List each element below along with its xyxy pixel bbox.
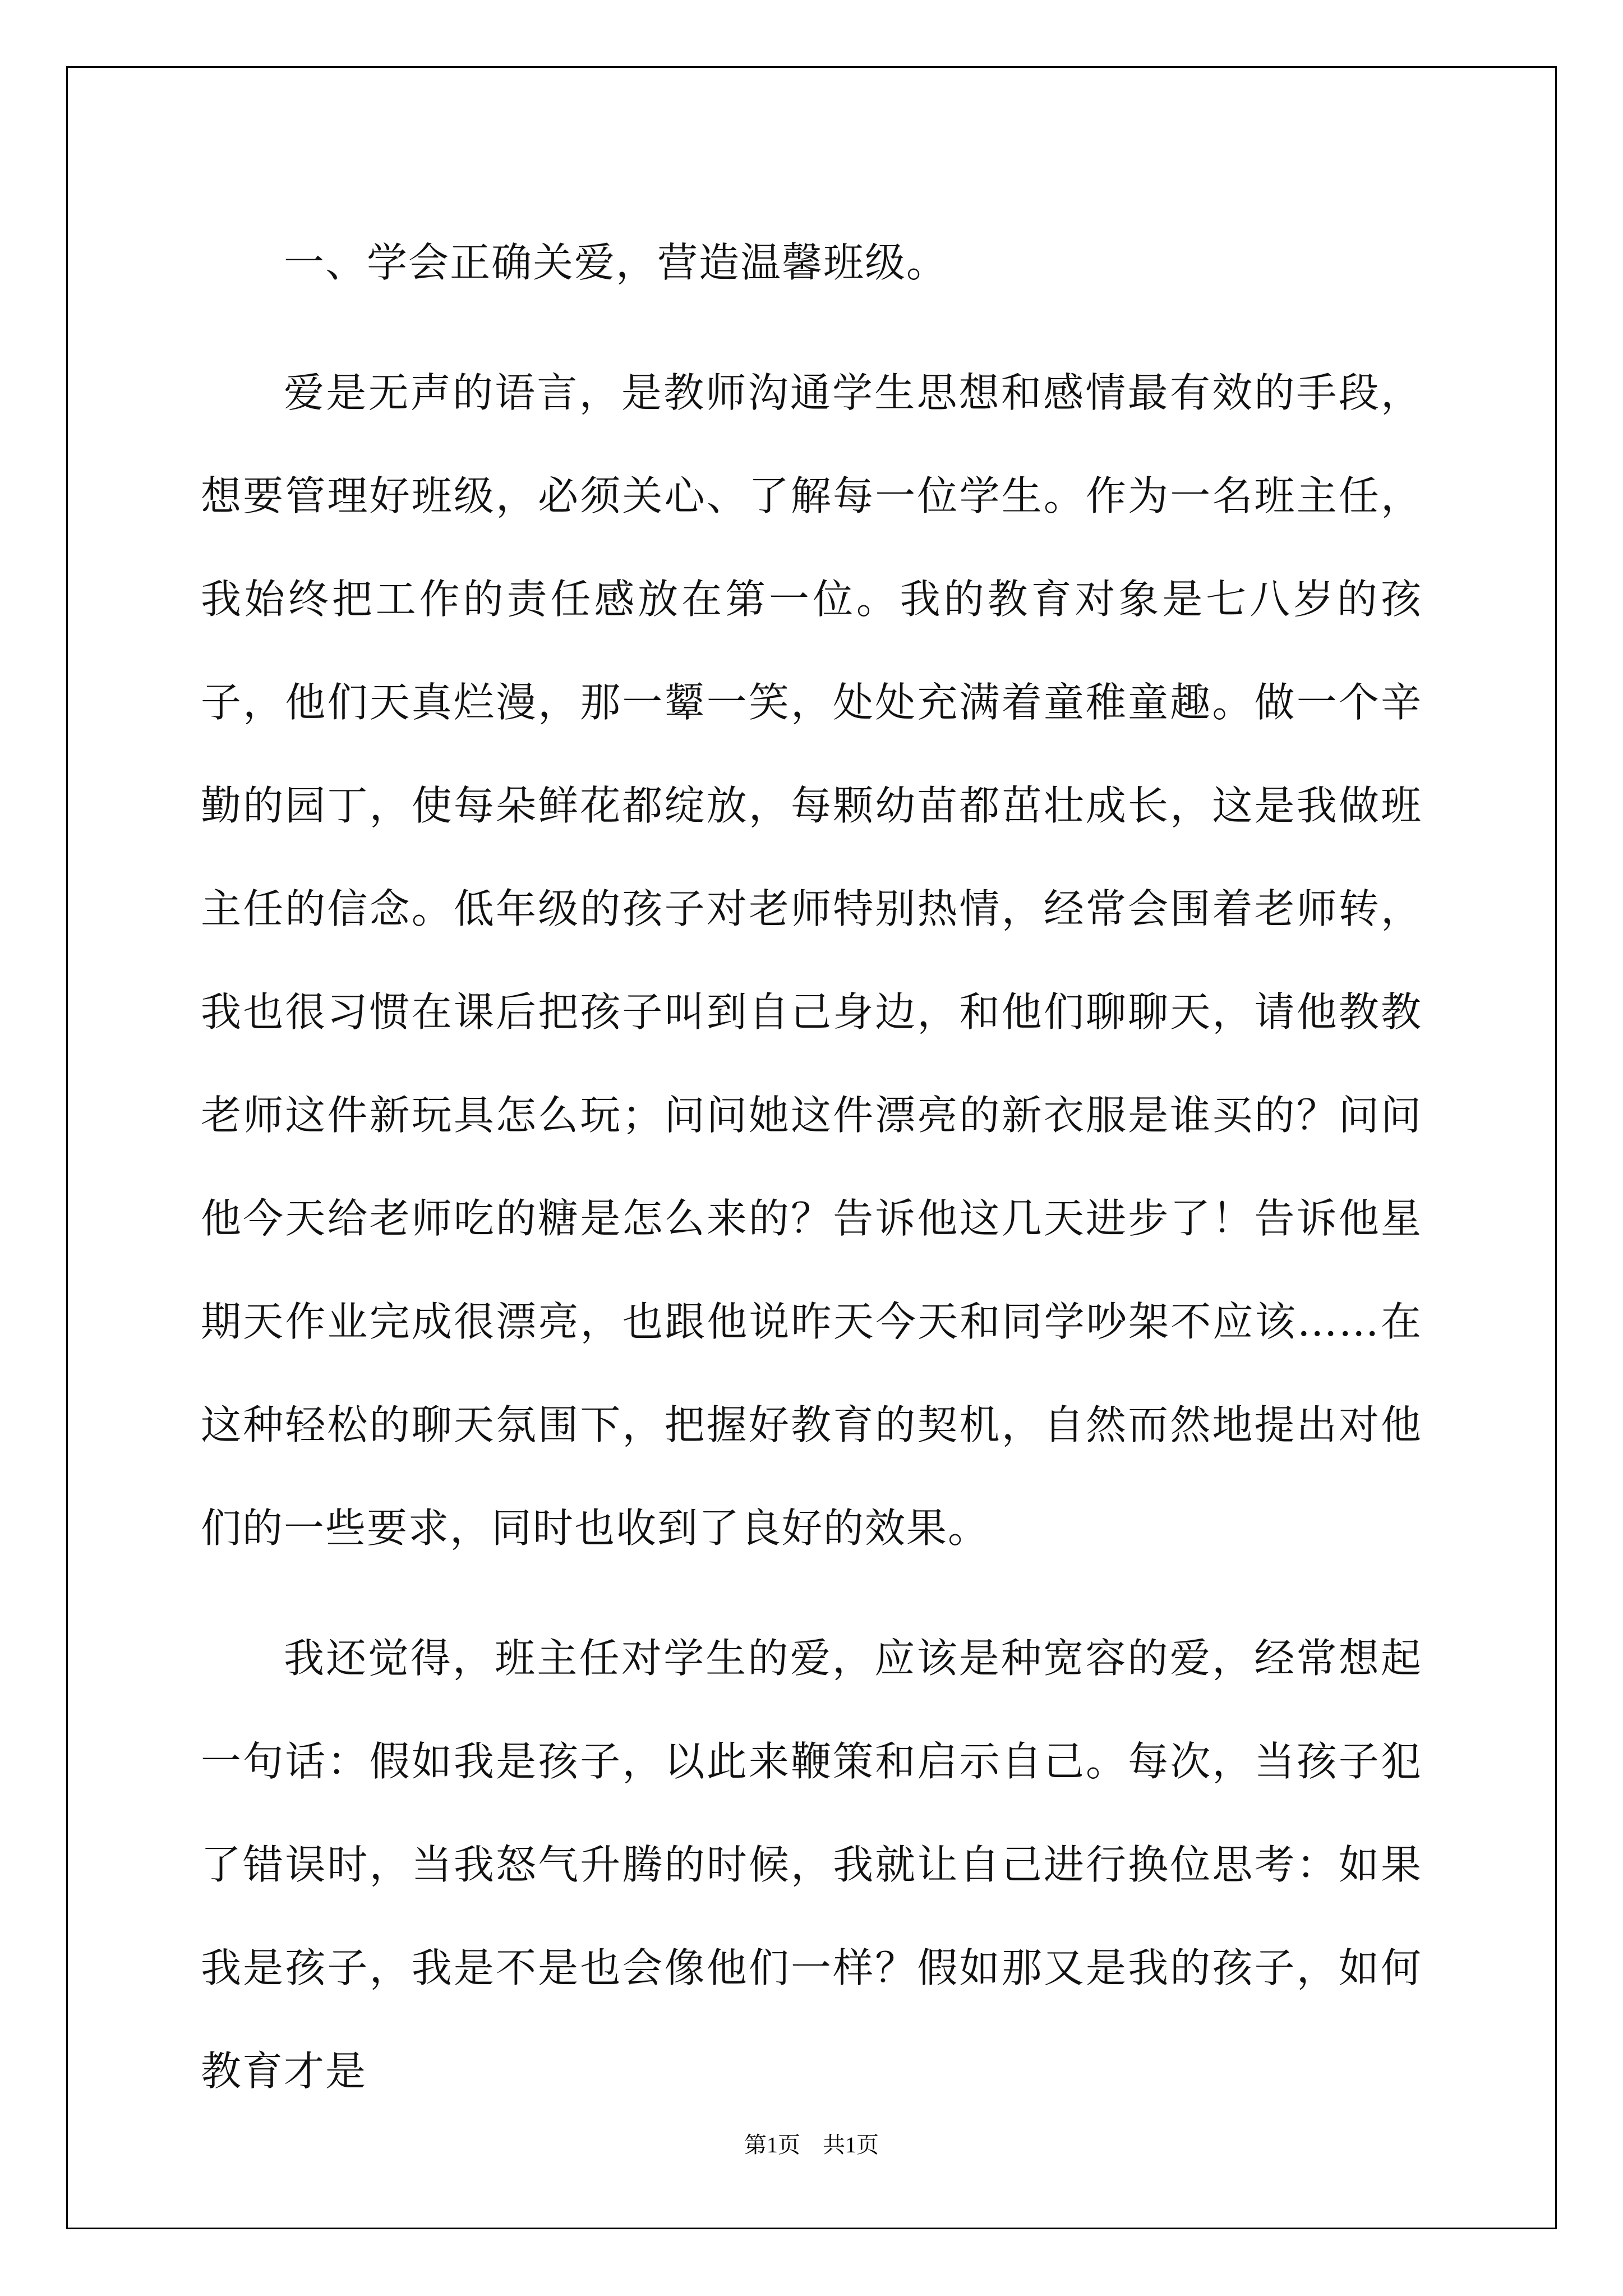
paragraph: 爱是无声的语言，是教师沟通学生思想和感情最有效的手段，想要管理好班级，必须关心、了解每一位学生。作为一名班主任，我始终把工作的责任感放在第一位。我的教育对象是七八岁的孩子，他们天真烂漫，那一颦一笑，处处充满着童稚童趣。做一个辛勤的园丁，使每朵鲜花都绽放，每颗幼苗都茁壮成长，这是我做班主任的信念。低年级的孩子对老师特别热情，经常会围着老师转，我也很习惯在课后把孩子叫到自己身边，和他们聊聊天，请他教教老师这件新玩具怎么玩；问问她这件漂亮的新衣服是谁买的？问问他今天给老师吃的糖是怎么来的？告诉他这几天进步了！告诉他星期天作业完成很漂亮，也跟他说昨天今天和同学吵架不应该……在这种轻松的聊天氛围下，把握好教育的契机，自然而然地提出对他们的一些要求，同时也收到了良好的效果。	[201, 369, 1422, 1552]
paragraph: 我还觉得，班主任对学生的爱，应该是种宽容的爱，经常想起一句话：假如我是孩子，以此来鞭策和启示自己。每次，当孩子犯了错误时，当我怒气升腾的时候，我就让自己进行换位思考：如果我是孩子，我是不是也会像他们一样？假如那又是我的孩子，如何教育才是	[201, 1635, 1422, 2095]
section-heading: 一、学会正确关爱，营造温馨班级。	[284, 239, 948, 286]
page-number-footer: 第1页 共1页	[744, 2132, 879, 2157]
document-body	[201, 211, 1422, 2123]
